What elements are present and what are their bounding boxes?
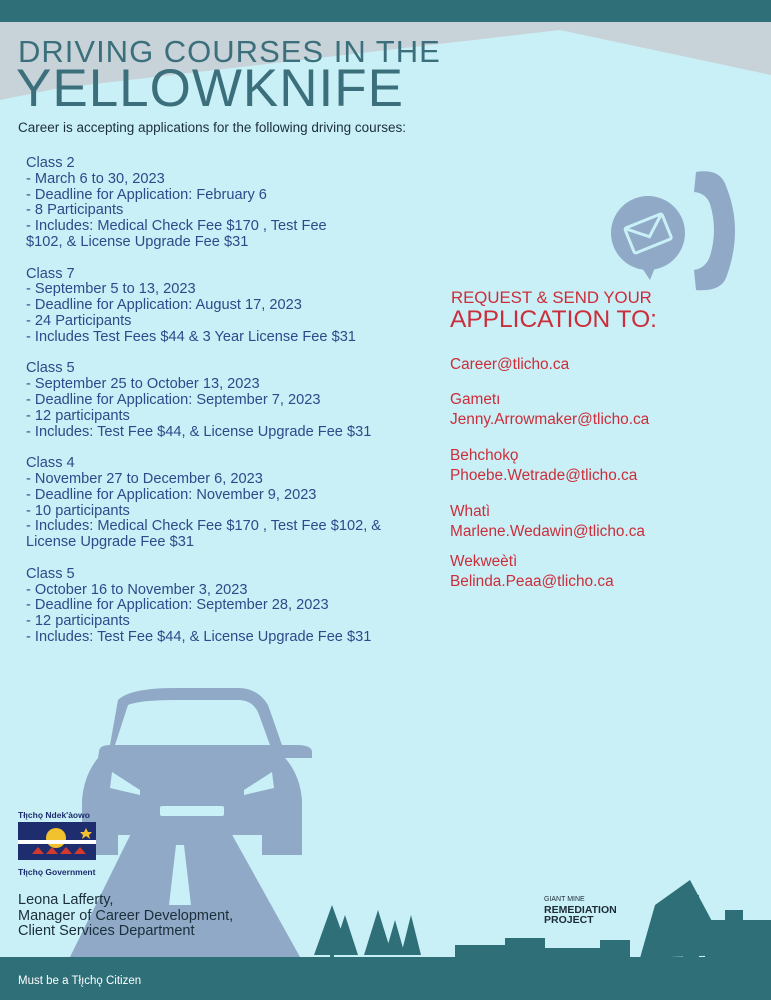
mail-bubble-icon — [611, 196, 685, 280]
community-label-whati: Whatì — [450, 503, 491, 520]
course-line: - Includes Test Fees $44 & 3 Year License Fee $31 — [26, 328, 356, 345]
course-class-5-october — [26, 567, 446, 646]
community-label-wekweeti: Wekweètì — [450, 553, 518, 570]
course-line: - Deadline for Application: August 17, 2023 — [26, 297, 302, 314]
course-list — [26, 156, 446, 662]
course-line: - November 27 to December 6, 2023 — [26, 470, 263, 487]
course-line: Class 4 — [26, 455, 75, 472]
course-line: - September 25 to October 13, 2023 — [26, 376, 260, 393]
page-title-line2: YELLOWKNIFE — [16, 59, 404, 118]
giant-mine-remediation-logo — [544, 895, 617, 925]
course-line: - 12 participants — [26, 613, 130, 630]
footer-text: Must be a Tłı̨chǫ Citizen — [18, 975, 142, 987]
car-illustration — [82, 688, 312, 855]
logo-top-text: Tłı̨chǫ Ndek'àowo — [18, 810, 90, 820]
signer-name: Leona Lafferty, — [18, 892, 114, 908]
behchoko-email-link[interactable]: Phoebe.Wetrade@tlicho.ca — [450, 467, 638, 484]
course-line: - 8 Participants — [26, 202, 124, 219]
course-line: - March 6 to 30, 2023 — [26, 170, 165, 187]
signature-block — [18, 893, 233, 940]
whati-email-link[interactable]: Marlene.Wedawin@tlicho.ca — [450, 523, 645, 540]
request-heading-line1: REQUEST & SEND YOUR — [451, 288, 652, 307]
course-line: $102, & License Upgrade Fee $31 — [26, 233, 249, 250]
page-title-line1: DRIVING COURSES IN THE — [18, 34, 441, 69]
community-label-behchoko: Behchokǫ — [450, 447, 519, 464]
tlicho-government-logo — [18, 810, 96, 877]
course-line: - 12 participants — [26, 407, 130, 424]
community-label-gameti: Gametı — [450, 391, 501, 408]
course-class-7 — [26, 267, 446, 346]
course-line: - Deadline for Application: September 7, 2023 — [26, 391, 321, 408]
tree-icon — [314, 905, 421, 957]
course-line: - October 16 to November 3, 2023 — [26, 581, 248, 598]
partner-line1: REMEDIATION — [544, 904, 617, 916]
course-line: - Deadline for Application: February 6 — [26, 186, 267, 203]
course-line: - September 5 to 13, 2023 — [26, 281, 196, 298]
signer-department: Client Services Department — [18, 923, 195, 939]
course-line: - 24 Participants — [26, 312, 132, 329]
course-line: - Includes: Test Fee $44, & License Upgrade Fee $31 — [26, 628, 372, 645]
logo-emblem — [18, 820, 96, 862]
logo-bottom-text: Tłı̨chǫ Government — [18, 867, 96, 877]
gameti-email-link[interactable]: Jenny.Arrowmaker@tlicho.ca — [450, 411, 650, 428]
course-line: - Includes: Medical Check Fee $170 , Test Fee — [26, 218, 327, 235]
course-line: Class 5 — [26, 360, 75, 377]
course-line: - Includes: Test Fee $44, & License Upgrade Fee $31 — [26, 423, 372, 440]
course-line: Class 2 — [26, 155, 75, 171]
course-line: Class 7 — [26, 265, 75, 282]
partner-small-text: GIANT MINE — [544, 896, 585, 903]
partner-line2: PROJECT — [544, 914, 594, 926]
request-heading-line2: APPLICATION TO: — [450, 306, 657, 333]
course-class-4 — [26, 456, 446, 551]
course-line: - Includes: Medical Check Fee $170 , Test Fee $102, & — [26, 518, 382, 535]
phone-icon — [694, 171, 735, 290]
course-line: License Upgrade Fee $31 — [26, 534, 194, 551]
course-class-5-september — [26, 361, 446, 440]
course-line: - Deadline for Application: November 9, 2023 — [26, 486, 317, 503]
course-line: Class 5 — [26, 565, 75, 582]
contact-list — [450, 355, 649, 592]
course-line: - 10 participants — [26, 502, 130, 519]
signer-title: Manager of Career Development, — [18, 907, 234, 924]
course-class-2 — [26, 156, 446, 251]
course-line: - Deadline for Application: September 28, 2023 — [26, 597, 329, 614]
wekweeti-email-link[interactable]: Belinda.Peaa@tlicho.ca — [450, 573, 614, 590]
intro-text: Career is accepting applications for the following driving courses: — [18, 120, 406, 135]
main-email-link[interactable]: Career@tlicho.ca — [450, 356, 570, 373]
